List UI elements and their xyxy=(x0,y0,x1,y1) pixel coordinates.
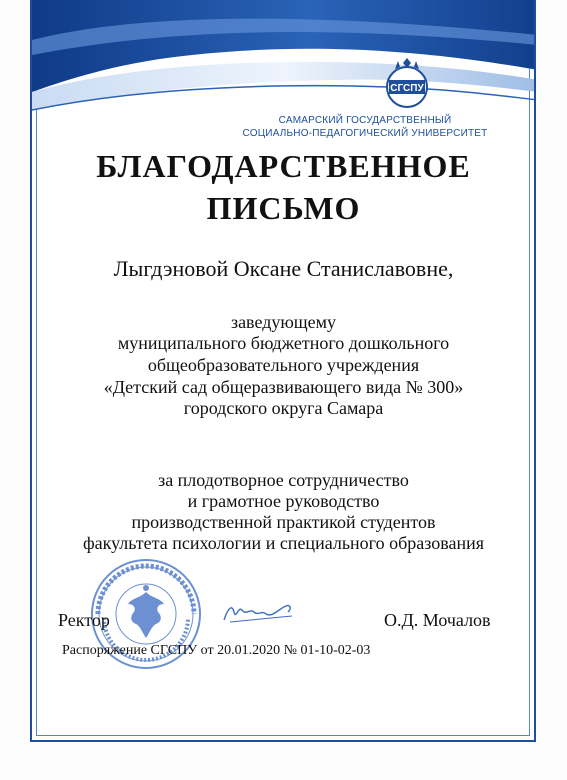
recipient-line: общеобразовательного учреждения xyxy=(147,355,420,375)
order-reference: Распоряжение СГСПУ от 20.01.2020 № 01-10-02-03 xyxy=(62,643,371,658)
recipient-line: заведующему xyxy=(230,312,337,332)
document-title-line2: ПИСЬМО xyxy=(206,190,361,226)
signatory-position: Ректор xyxy=(58,610,110,630)
university-name-line1: САМАРСКИЙ ГОСУДАРСТВЕННЫЙ xyxy=(278,115,452,126)
gratitude-line: факультета психологии и специального образования xyxy=(82,533,485,553)
signatory-name: О.Д. Мочалов xyxy=(384,610,491,630)
recipient-name: Лыгдэновой Оксане Станиславовне, xyxy=(113,256,454,281)
logo-abbr: СГСПУ xyxy=(390,83,424,94)
recipient-line: «Детский сад общеразвивающего вида № 300» xyxy=(103,377,464,397)
recipient-line: городского округа Самара xyxy=(183,398,384,418)
gratitude-line: и грамотное руководство xyxy=(187,491,380,511)
university-logo xyxy=(378,55,436,113)
university-name-line2: СОЦИАЛЬНО-ПЕДАГОГИЧЕСКИЙ УНИВЕРСИТЕТ xyxy=(242,128,488,139)
gratitude-line: за плодотворное сотрудничество xyxy=(158,470,409,490)
rector-signature xyxy=(220,598,295,628)
document-title-line1: БЛАГОДАРСТВЕННОЕ xyxy=(96,148,471,184)
gratitude-line: производственной практикой студентов xyxy=(131,512,436,532)
recipient-line: муниципального бюджетного дошкольного xyxy=(117,333,450,353)
